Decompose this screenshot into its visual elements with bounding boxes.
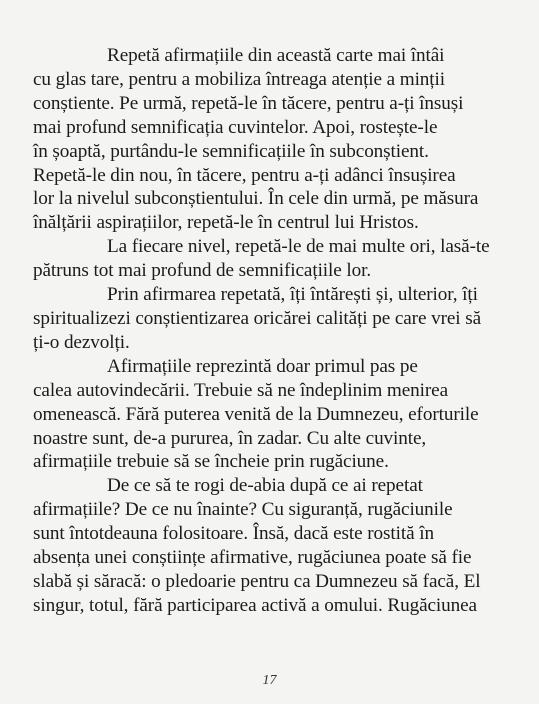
text-line: Repetă afirmațiile din această carte mai întâi [107, 45, 445, 66]
text-line: ți-o dezvolți. [33, 331, 130, 353]
text-line: lor la nivelul subconștientului. În cele din urmă, pe măsura [33, 188, 479, 210]
text-line: calea autovindecării. Trebuie să ne îndeplinim menirea [33, 379, 448, 401]
text-line: conștiente. Pe urmă, repetă-le în tăcere, pentru a-ți însuși [33, 92, 464, 114]
text-line: noastre sunt, de-a pururea, în zadar. Cu alte cuvinte, [33, 427, 427, 449]
text-line: în șoaptă, purtându-le semnificațiile în subconștient. [33, 140, 429, 162]
text-line: spiritualizezi conștientizarea oricărei calități pe care vrei să [33, 307, 481, 329]
text-line: singur, totul, fără participarea activă a omului. Rugăciunea [33, 594, 477, 616]
text-line: cu glas tare, pentru a mobiliza întreaga atenție a minții [33, 68, 445, 90]
text-line: afirmațiile? De ce nu înainte? Cu siguranță, rugăciunile [33, 499, 453, 521]
text-line: înălțării aspirațiilor, repetă-le în centrul lui Hristos. [33, 212, 419, 234]
page-number: 17 [262, 673, 277, 688]
text-line: slabă și săracă: o pledoarie pentru ca Dumnezeu să facă, El [33, 570, 481, 592]
text-line: sunt întotdeauna folositoare. Însă, dacă este rostită în [33, 523, 434, 545]
text-line: omenească. Fără puterea venită de la Dumnezeu, eforturile [33, 403, 479, 425]
text-line: absența unei conștiințe afirmative, rugăciunea poate să fie [33, 547, 472, 569]
text-line: pătruns tot mai profund de semnificațiile lor. [33, 260, 372, 282]
text-line: Repetă-le din nou, în tăcere, pentru a-ți adânci însușirea [33, 164, 456, 186]
text-line: Afirmațiile reprezintă doar primul pas pe [107, 355, 418, 377]
text-line: mai profund semnificația cuvintelor. Apoi, rostește-le [33, 116, 438, 138]
body-text [33, 44, 525, 618]
text-line: De ce să te rogi de-abia după ce ai repetat [107, 475, 423, 497]
text-line: La fiecare nivel, repetă-le de mai multe ori, lasă-te [107, 236, 490, 258]
text-line: Prin afirmarea repetată, îți întărești și, ulterior, îți [107, 284, 478, 306]
text-line: afirmațiile trebuie să se încheie prin rugăciune. [33, 451, 389, 473]
